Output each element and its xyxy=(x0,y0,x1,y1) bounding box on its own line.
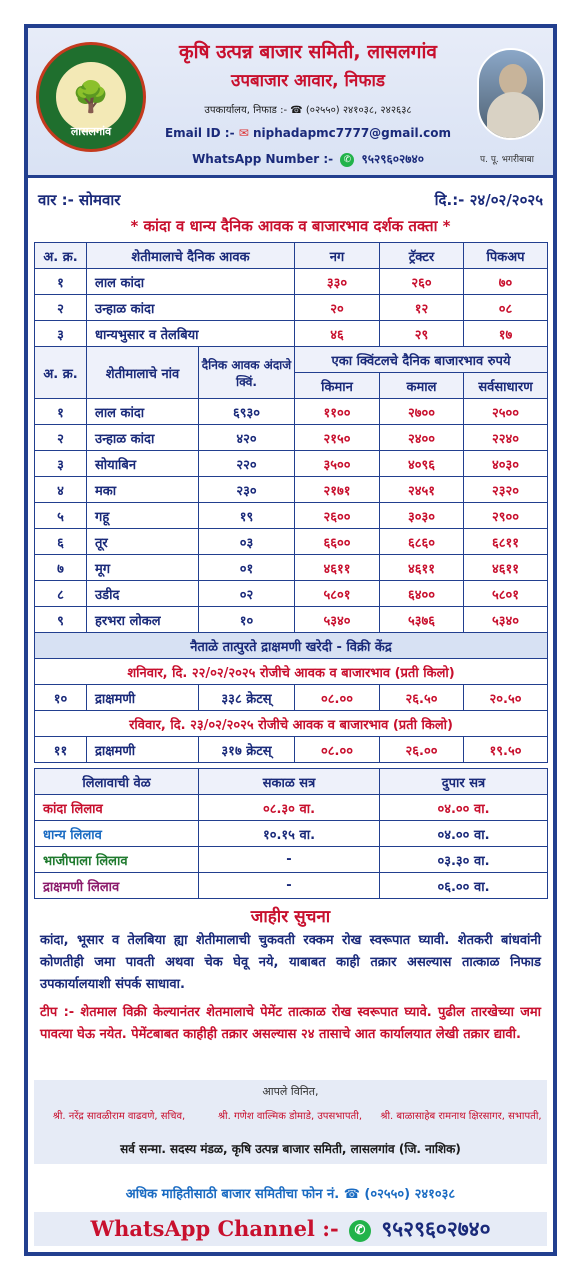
grape-center-row xyxy=(35,633,548,659)
whatsapp-channel[interactable] xyxy=(34,1212,547,1246)
cell: १० xyxy=(35,685,87,711)
col-header: शेतीमालाचे दैनिक आवक xyxy=(87,243,295,269)
col-header: अ. क्र. xyxy=(35,347,87,399)
whatsapp-line xyxy=(148,150,468,167)
cell: २५०० xyxy=(464,399,548,425)
cell: मका xyxy=(87,477,199,503)
col-header: कमाल xyxy=(380,373,464,399)
cell: ०८.३० वा. xyxy=(199,795,380,821)
table-row xyxy=(35,737,548,763)
signature-heading: आपले विनित, xyxy=(262,1085,319,1098)
logo-text: लासलगांव xyxy=(70,125,112,138)
col-header: लिलावाची वेळ xyxy=(35,769,199,795)
notice-board xyxy=(24,24,557,1256)
table-row xyxy=(35,555,548,581)
col-header: सर्वसाधारण xyxy=(464,373,548,399)
cell: उन्हाळ कांदा xyxy=(87,425,199,451)
table-header-row xyxy=(35,769,548,795)
table-row xyxy=(35,399,548,425)
cell: द्राक्षमणी लिलाव xyxy=(35,873,199,899)
cell: ४०३० xyxy=(464,451,548,477)
date-label: दि.:- २४/०२/२०२५ xyxy=(434,191,543,209)
cell: ०२ xyxy=(199,581,295,607)
col-header: सकाळ सत्र xyxy=(199,769,380,795)
table-row xyxy=(35,821,548,847)
email-label: Email ID :- xyxy=(164,126,235,140)
cell: २ xyxy=(35,295,87,321)
cell: २१५० xyxy=(295,425,380,451)
cell: ७ xyxy=(35,555,87,581)
table-row xyxy=(35,607,548,633)
whatsapp-number[interactable]: ९५२९६०२७४० xyxy=(361,152,424,166)
cell: ६ xyxy=(35,529,87,555)
saturday-title: शनिवार, दि. २२/०२/२०२५ रोजीचे आवक व बाजारभाव (प्रती किलो) xyxy=(35,659,548,685)
col-header: शेतीमालाचे नांव xyxy=(87,347,199,399)
cell: ४६११ xyxy=(380,555,464,581)
tree-icon: 🌳 xyxy=(56,62,126,132)
cell: २९०० xyxy=(464,503,548,529)
apmc-logo xyxy=(36,42,146,152)
cell: ६८११ xyxy=(464,529,548,555)
day-label: वार :- सोमवार xyxy=(38,191,121,209)
table-row xyxy=(35,795,548,821)
table-row xyxy=(35,269,548,295)
cell: ५३४० xyxy=(295,607,380,633)
cell: २४०० xyxy=(380,425,464,451)
notice-paragraph-1: कांदा, भूसार व तेलबिया ह्या शेतीमालाची चुकवती रक्कम रोख स्वरूपात घ्यावी. शेतकरी बांधवांनी कोणतीही जमा पावती अथवा चेक घेवू नये, याबाबत काही तक्रार असल्यास तात्काळ निफाड उपकार्यालयाशी संपर्क साधावा. xyxy=(40,933,541,992)
cell: ५३७६ xyxy=(380,607,464,633)
cell: गहू xyxy=(87,503,199,529)
notice-paragraph-2: टीप :- शेतमाल विक्री केल्यानंतर शेतमालाचे पेमेंट तात्काळ रोख स्वरूपात घ्यावे. पुढील तारखेच्या जमा पावत्या घेऊ नयेत. पेमेंटबाबत काहीही तक्रार असल्यास २४ तासाचे आत कार्यालयात लेखी तक्रार द्यावी. xyxy=(40,1005,541,1042)
main-title: * कांदा व धान्य दैनिक आवक व बाजारभाव दर्शक तक्ता * xyxy=(130,217,451,235)
cell: १९ xyxy=(199,503,295,529)
cell: द्राक्षमणी xyxy=(87,737,199,763)
cell: ४०९६ xyxy=(380,451,464,477)
signature-footer: सर्व सन्मा. सदस्य मंडळ, कृषि उत्पन्न बाजार समिती, लासलगांव (जि. नाशिक) xyxy=(120,1142,461,1156)
whatsapp-label: WhatsApp Number :- xyxy=(192,152,334,166)
cell: ११ xyxy=(35,737,87,763)
cell: ०४.०० वा. xyxy=(380,795,548,821)
table-row xyxy=(35,581,548,607)
portrait-image xyxy=(477,48,545,140)
table-row xyxy=(35,477,548,503)
cell: तूर xyxy=(87,529,199,555)
grape-center-title: नैताळे तात्पुरते द्राक्षमणी खरेदी - विक्री केंद्र xyxy=(35,633,548,659)
cell: ४६११ xyxy=(295,555,380,581)
signatory-secretary: श्री. नरेंद्र सावळीराम वाढवणे, सचिव, xyxy=(52,1111,186,1122)
col-header: एका क्विंटलचे दैनिक बाजारभाव रुपये xyxy=(295,347,548,373)
cell: २० xyxy=(295,295,380,321)
auction-times-table xyxy=(34,768,548,899)
cell: ४ xyxy=(35,477,87,503)
cell: उडीद xyxy=(87,581,199,607)
whatsapp-channel-number[interactable]: ९५२९६०२७४० xyxy=(381,1216,491,1241)
cell: २०.५० xyxy=(464,685,548,711)
contact-phone[interactable]: अधिक माहितीसाठी बाजार समितीचा फोन नं. ☎ (०२५५०) २४१०३८ xyxy=(125,1187,456,1202)
cell: २१७१ xyxy=(295,477,380,503)
cell: १७ xyxy=(464,321,548,347)
table-row xyxy=(35,873,548,899)
cell: १० xyxy=(199,607,295,633)
cell: २२४० xyxy=(464,425,548,451)
cell: सोयाबिन xyxy=(87,451,199,477)
saturday-title-row xyxy=(35,659,548,685)
cell: द्राक्षमणी xyxy=(87,685,199,711)
cell: २३२० xyxy=(464,477,548,503)
cell: लाल कांदा xyxy=(87,399,199,425)
cell: ३५०० xyxy=(295,451,380,477)
header xyxy=(28,28,553,178)
cell: २६०० xyxy=(295,503,380,529)
cell: २ xyxy=(35,425,87,451)
table-row xyxy=(35,451,548,477)
table-row xyxy=(35,685,548,711)
cell: ७० xyxy=(464,269,548,295)
cell: ११०० xyxy=(295,399,380,425)
cell: मूग xyxy=(87,555,199,581)
cell: ३ xyxy=(35,451,87,477)
col-header: दैनिक आवक अंदाजे क्विं. xyxy=(199,347,295,399)
cell: - xyxy=(199,847,380,873)
cell: २७०० xyxy=(380,399,464,425)
cell: कांदा लिलाव xyxy=(35,795,199,821)
cell: ४२० xyxy=(199,425,295,451)
table-row xyxy=(35,321,548,347)
portrait-caption: प. पू. भगरीबाबा xyxy=(479,155,534,165)
cell: ४६११ xyxy=(464,555,548,581)
cell: धान्यभुसार व तेलबिया xyxy=(87,321,295,347)
cell: ५३४० xyxy=(464,607,548,633)
table-row xyxy=(35,295,548,321)
cell: ६४०० xyxy=(380,581,464,607)
signatory-chairman: श्री. बाळासाहेब रामनाथ क्षिरसागर, सभापती, xyxy=(380,1111,542,1122)
cell: ६९३० xyxy=(199,399,295,425)
cell: २६.०० xyxy=(380,737,464,763)
cell: ५ xyxy=(35,503,87,529)
col-header: पिकअप xyxy=(464,243,548,269)
cell: ३ xyxy=(35,321,87,347)
cell: ०१ xyxy=(199,555,295,581)
cell: - xyxy=(199,873,380,899)
col-header: ट्रॅक्टर xyxy=(380,243,464,269)
col-header: किमान xyxy=(295,373,380,399)
page-title: कृषि उत्पन्न बाजार समिती, लासलगांव xyxy=(179,41,437,63)
email-line xyxy=(148,126,468,140)
cell: ०८.०० xyxy=(295,685,380,711)
cell: ०८.०० xyxy=(295,737,380,763)
table-row xyxy=(35,847,548,873)
whatsapp-icon: ✆ xyxy=(349,1220,371,1242)
signatory-vice-chairman: श्री. गणेश वाल्मिक डोमाडे, उपसभापती, xyxy=(217,1111,363,1122)
cell: २३० xyxy=(199,477,295,503)
cell: १२ xyxy=(380,295,464,321)
cell: २६० xyxy=(380,269,464,295)
col-header: नग xyxy=(295,243,380,269)
cell: ८ xyxy=(35,581,87,607)
cell: २९ xyxy=(380,321,464,347)
arrivals-table xyxy=(34,242,548,347)
mail-icon: ✉ xyxy=(238,126,249,140)
col-header: अ. क्र. xyxy=(35,243,87,269)
cell: २२० xyxy=(199,451,295,477)
cell: ०८ xyxy=(464,295,548,321)
cell: १ xyxy=(35,399,87,425)
whatsapp-channel-label: WhatsApp Channel :- xyxy=(90,1216,339,1241)
table-row xyxy=(35,503,548,529)
email-address[interactable]: niphadapmc7777@gmail.com xyxy=(253,126,452,140)
cell: उन्हाळ कांदा xyxy=(87,295,295,321)
cell: ५८०१ xyxy=(295,581,380,607)
cell: ५८०१ xyxy=(464,581,548,607)
cell: ३३८ क्रेटस् xyxy=(199,685,295,711)
cell: २६.५० xyxy=(380,685,464,711)
cell: ३१७ क्रेटस् xyxy=(199,737,295,763)
cell: ०३.३० वा. xyxy=(380,847,548,873)
cell: ६८६० xyxy=(380,529,464,555)
page-subtitle: उपबाजार आवार, निफाड xyxy=(231,71,385,91)
price-rows xyxy=(35,399,548,633)
cell: हरभरा लोकल xyxy=(87,607,199,633)
cell: १ xyxy=(35,269,87,295)
cell: ४६ xyxy=(295,321,380,347)
cell: ०६.०० वा. xyxy=(380,873,548,899)
cell: धान्य लिलाव xyxy=(35,821,199,847)
cell: ०४.०० वा. xyxy=(380,821,548,847)
cell: १९.५० xyxy=(464,737,548,763)
table-header-row xyxy=(35,347,548,373)
cell: ६६०० xyxy=(295,529,380,555)
cell: ९ xyxy=(35,607,87,633)
whatsapp-icon: ✆ xyxy=(340,153,354,167)
cell: १०.१५ वा. xyxy=(199,821,380,847)
office-phone: उपकार्यालय, निफाड :- ☎ (०२५५०) २४१०३८, २४२६३८ xyxy=(204,105,412,116)
cell: २४५१ xyxy=(380,477,464,503)
signatures xyxy=(34,1080,547,1164)
table-header-row xyxy=(35,243,548,269)
prices-table xyxy=(34,346,548,763)
day-row xyxy=(28,188,553,212)
cell: ३३० xyxy=(295,269,380,295)
col-header: दुपार सत्र xyxy=(380,769,548,795)
sunday-title-row xyxy=(35,711,548,737)
cell: लाल कांदा xyxy=(87,269,295,295)
cell: ०३ xyxy=(199,529,295,555)
table-row xyxy=(35,529,548,555)
notice-title: जाहीर सुचना xyxy=(250,907,331,927)
cell: ३०३० xyxy=(380,503,464,529)
cell: भाजीपाला लिलाव xyxy=(35,847,199,873)
table-row xyxy=(35,425,548,451)
sunday-title: रविवार, दि. २३/०२/२०२५ रोजीचे आवक व बाजारभाव (प्रती किलो) xyxy=(35,711,548,737)
